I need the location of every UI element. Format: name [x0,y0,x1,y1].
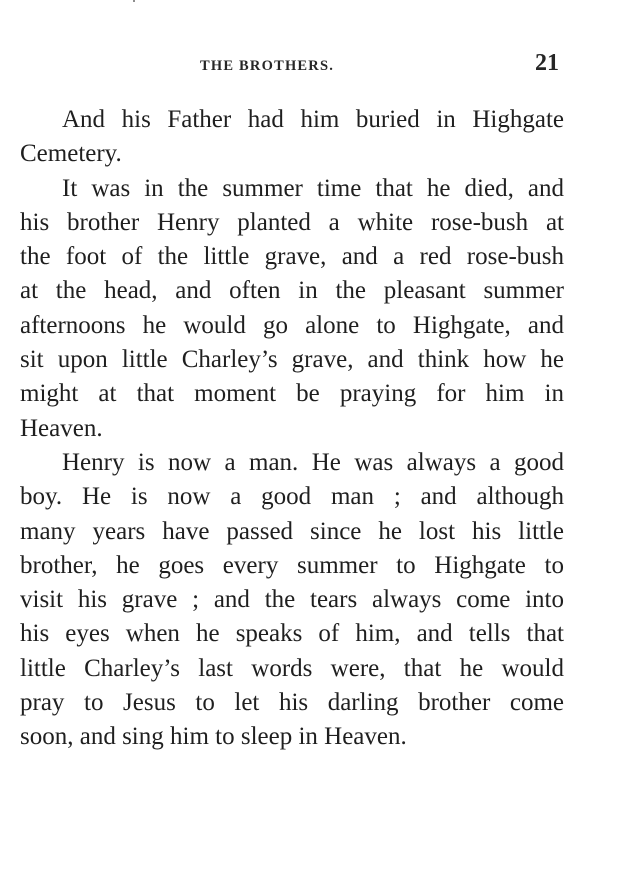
text-line: And his Father had him buried in Highgate [62,106,564,133]
text-line: boy. He is now a good man ; and although [20,483,564,511]
text-line: Heaven. [20,414,103,442]
text-line: sit upon little Charley’s grave, and think how he [20,346,564,374]
text-line: the foot of the little grave, and a red rose-bush [20,243,564,271]
running-head: THE BROTHERS. [200,58,335,74]
page-number: 21 [535,50,559,76]
text-line: Cemetery. [20,140,122,168]
text-line: might at that moment be praying for him in [20,380,564,408]
text-line: Henry is now a man. He was always a good [62,448,564,476]
text-line: afternoons he would go alone to Highgate, and [20,311,564,339]
print-speck [133,0,135,2]
text-line: little Charley’s last words were, that he would [20,654,564,682]
text-line: soon, and sing him to sleep in Heaven. [20,723,407,751]
text-line: brother, he goes every summer to Highgate to [20,551,564,579]
text-line: It was in the summer time that he died, and [62,174,564,202]
text-line: visit his grave ; and the tears always come into [20,586,564,614]
text-line: his eyes when he speaks of him, and tells that [20,620,564,648]
text-line: many years have passed since he lost his little [20,517,564,545]
text-line: at the head, and often in the pleasant summer [20,277,564,305]
text-line: his brother Henry planted a white rose-bush at [20,208,564,236]
text-line: pray to Jesus to let his darling brother come [20,689,564,717]
body-text [20,103,564,755]
